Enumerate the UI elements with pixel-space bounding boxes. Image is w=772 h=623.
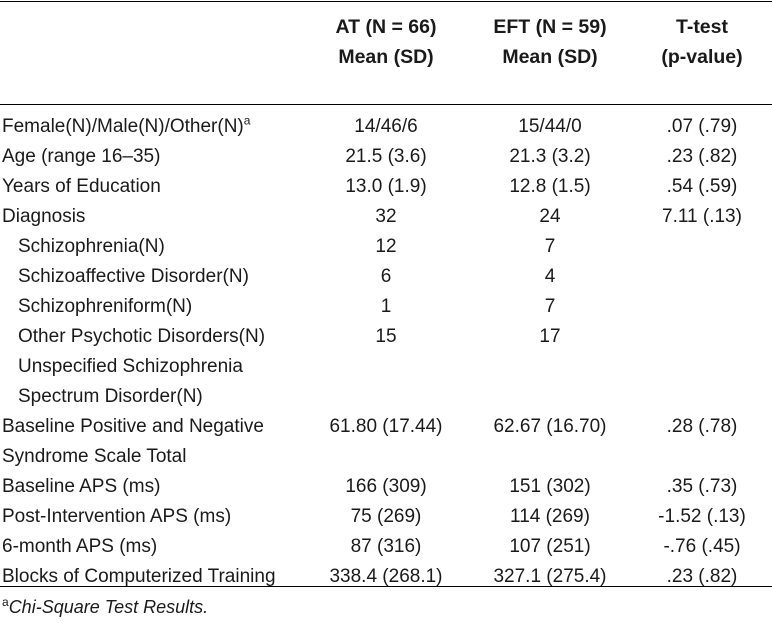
row-label [0, 442, 304, 472]
eft-value: 12.8 (1.5) [509, 176, 591, 197]
eft-value: 107 (251) [509, 536, 591, 557]
ttest-value: 7.11 (.13) [662, 206, 742, 227]
row-label [0, 382, 304, 412]
ttest-value [632, 382, 772, 412]
row-label [0, 232, 304, 262]
row-label-superscript: a [243, 113, 251, 128]
table-row [0, 202, 772, 232]
table-row [0, 262, 772, 292]
at-value: 75 (269) [350, 506, 422, 527]
row-label-text: Unspecified Schizophrenia [18, 356, 243, 377]
eft-value: 151 (302) [509, 476, 591, 497]
eft-value: 62.67 (16.70) [493, 416, 607, 437]
row-label [0, 562, 304, 592]
row-label-text: 6-month APS (ms) [2, 536, 158, 557]
eft-value [468, 442, 632, 472]
header-cell-at [304, 12, 468, 72]
row-label-text: Syndrome Scale Total [2, 446, 187, 467]
header-eft-line2: Mean (SD) [502, 46, 598, 68]
eft-value: 7 [544, 236, 556, 257]
row-label [0, 262, 304, 292]
row-label-text: Age (range 16–35) [2, 146, 161, 167]
header-ttest-line2: (p-value) [661, 46, 743, 68]
ttest-value [632, 292, 772, 322]
header-cell-eft [468, 12, 632, 72]
at-value [304, 352, 468, 382]
eft-value: 7 [544, 296, 556, 317]
at-value [304, 442, 468, 472]
row-label [0, 202, 304, 232]
row-label [0, 532, 304, 562]
table-row [0, 382, 772, 412]
top-rule [0, 1, 772, 2]
ttest-value: .23 (.82) [666, 146, 738, 167]
eft-value: 4 [544, 266, 556, 287]
ttest-value: .54 (.59) [666, 176, 738, 197]
table-row [0, 292, 772, 322]
at-value [304, 382, 468, 412]
table-row [0, 112, 772, 142]
row-label-text: Spectrum Disorder(N) [18, 386, 203, 407]
ttest-value: -.76 (.45) [663, 536, 741, 557]
ttest-value: .35 (.73) [666, 476, 738, 497]
at-value: 21.5 (3.6) [345, 146, 427, 167]
row-label-text: Schizoaffective Disorder(N) [18, 266, 249, 287]
table-row [0, 472, 772, 502]
at-value: 87 (316) [350, 536, 422, 557]
row-label [0, 352, 304, 382]
row-label [0, 172, 304, 202]
row-label [0, 412, 304, 442]
bottom-rule [0, 586, 772, 587]
ttest-value [632, 232, 772, 262]
eft-value: 327.1 (275.4) [493, 566, 607, 587]
eft-value: 17 [539, 326, 561, 347]
table-row [0, 322, 772, 352]
footnote-text: Chi-Square Test Results. [8, 597, 209, 617]
at-value: 32 [375, 206, 397, 227]
at-value: 1 [380, 296, 392, 317]
row-label [0, 142, 304, 172]
header-at-line1: AT (N = 66) [335, 16, 437, 38]
row-label-text: Baseline Positive and Negative [2, 416, 264, 437]
eft-value: 114 (269) [510, 506, 590, 527]
header-row [0, 12, 772, 72]
table-row [0, 532, 772, 562]
ttest-value: -1.52 (.13) [658, 506, 746, 527]
ttest-value [632, 352, 772, 382]
footnote-marker: a [2, 595, 9, 609]
row-label [0, 502, 304, 532]
at-value: 14/46/6 [354, 116, 418, 137]
eft-value [468, 352, 632, 382]
eft-value [468, 382, 632, 412]
eft-value: 15/44/0 [518, 116, 582, 137]
row-label-text: Years of Education [2, 176, 161, 197]
row-label-text: Schizophrenia(N) [18, 236, 165, 257]
table-row [0, 502, 772, 532]
row-label-text: Diagnosis [2, 206, 86, 227]
table-row [0, 442, 772, 472]
header-ttest-line1: T-test [675, 16, 728, 38]
row-label-text: Post-Intervention APS (ms) [2, 506, 232, 527]
at-value: 338.4 (268.1) [329, 566, 443, 587]
table-header [0, 12, 772, 72]
row-label [0, 292, 304, 322]
ttest-value [632, 262, 772, 292]
ttest-value: .28 (.78) [666, 416, 738, 437]
header-cell-label [0, 12, 304, 72]
at-value: 61.80 (17.44) [329, 416, 443, 437]
header-cell-ttest [632, 12, 772, 72]
row-label-text: Schizophreniform(N) [18, 296, 193, 317]
ttest-value: .23 (.82) [666, 566, 738, 587]
at-value: 15 [375, 326, 397, 347]
table-body [0, 112, 772, 592]
eft-value: 21.3 (3.2) [509, 146, 591, 167]
ttest-value [632, 322, 772, 352]
ttest-value: .07 (.79) [666, 116, 738, 137]
row-label [0, 472, 304, 502]
header-rule [0, 104, 772, 105]
header-at-line2: Mean (SD) [338, 46, 434, 68]
table-row [0, 562, 772, 592]
row-label [0, 322, 304, 352]
row-label-text: Other Psychotic Disorders(N) [18, 326, 266, 347]
row-label-text: Baseline APS (ms) [2, 476, 161, 497]
table-row [0, 172, 772, 202]
table-row [0, 412, 772, 442]
row-label-text: Female(N)/Male(N)/Other(N) [2, 116, 244, 137]
at-value: 12 [375, 236, 397, 257]
at-value: 166 (309) [345, 476, 427, 497]
eft-value: 24 [539, 206, 561, 227]
table-row [0, 232, 772, 262]
row-label-text: Blocks of Computerized Training [2, 566, 276, 587]
at-value: 13.0 (1.9) [345, 176, 427, 197]
table-row [0, 142, 772, 172]
header-eft-line1: EFT (N = 59) [493, 16, 607, 38]
ttest-value [632, 442, 772, 472]
at-value: 6 [380, 266, 392, 287]
row-label [0, 112, 304, 142]
footnote [2, 594, 208, 620]
table-row [0, 352, 772, 382]
